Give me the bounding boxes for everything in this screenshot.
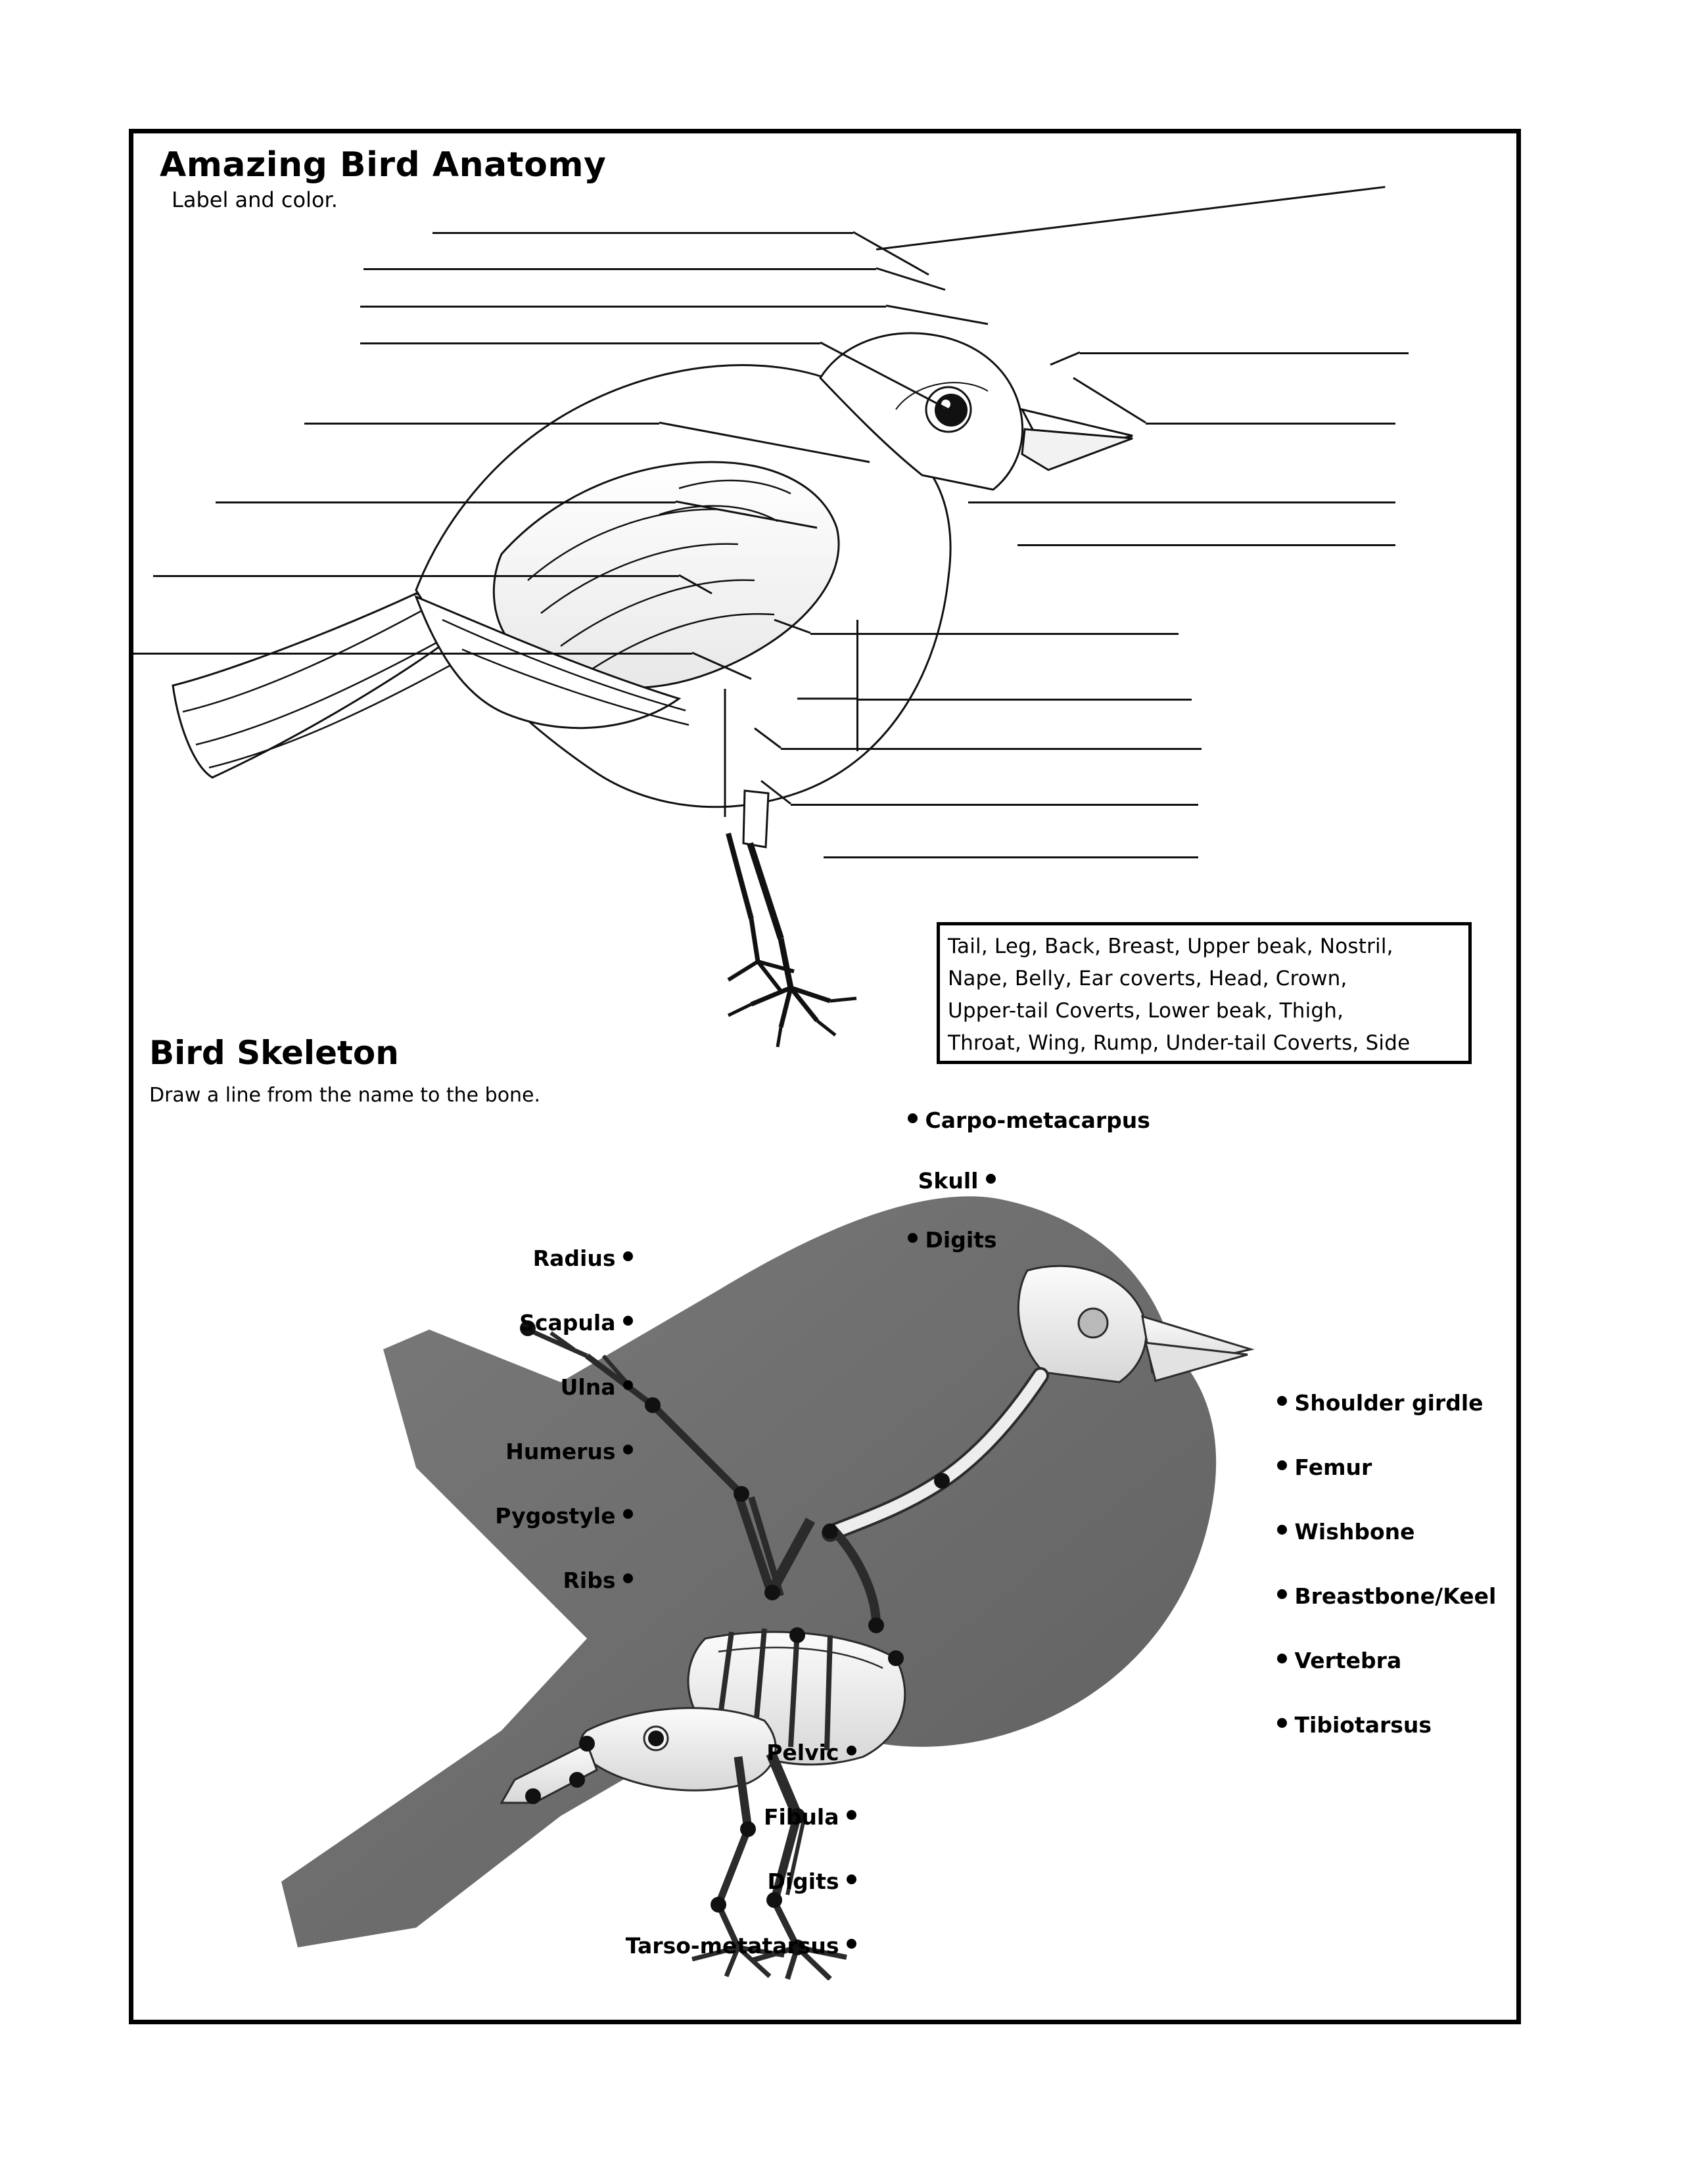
label-bullet-icon bbox=[847, 1810, 856, 1820]
anatomy-blank-line-10[interactable] bbox=[856, 699, 1192, 701]
skeleton-label-carpo-metacarpus[interactable] bbox=[908, 1106, 1150, 1133]
anatomy-blank-line-4[interactable] bbox=[360, 342, 820, 344]
label-bullet-icon bbox=[908, 1233, 918, 1243]
skeleton-instruction: Draw a line from the name to the bone. bbox=[149, 1084, 541, 1107]
skeleton-label-skull[interactable] bbox=[843, 1167, 996, 1194]
skeleton-label-ulna[interactable] bbox=[383, 1373, 633, 1400]
anatomy-blank-line-2[interactable] bbox=[363, 268, 876, 270]
skeleton-label-text: Tarso-metatarsus bbox=[625, 1933, 839, 1959]
label-bullet-icon bbox=[1277, 1718, 1287, 1728]
label-bullet-icon bbox=[623, 1573, 633, 1583]
skeleton-label-text: Ulna bbox=[560, 1374, 616, 1400]
anatomy-blank-line-11[interactable] bbox=[781, 748, 1202, 750]
label-bullet-icon bbox=[623, 1445, 633, 1454]
skeleton-label-text: Skull bbox=[918, 1168, 979, 1194]
skeleton-label-text: Scapula bbox=[519, 1310, 616, 1336]
anatomy-blank-line-9[interactable] bbox=[810, 633, 1179, 635]
skeleton-label-text: Carpo-metacarpus bbox=[925, 1107, 1150, 1133]
skeleton-label-fibula[interactable] bbox=[594, 1803, 856, 1830]
label-bullet-icon bbox=[623, 1316, 633, 1326]
skeleton-label-pygostyle[interactable] bbox=[383, 1502, 633, 1529]
skeleton-label-humerus[interactable] bbox=[383, 1437, 633, 1464]
skeleton-label-text: Wishbone bbox=[1294, 1519, 1415, 1545]
skeleton-label-tibiotarsus[interactable] bbox=[1277, 1711, 1432, 1738]
skeleton-label-text: Humerus bbox=[505, 1439, 616, 1464]
label-bullet-icon bbox=[1277, 1589, 1287, 1599]
skeleton-label-text: Breastbone/Keel bbox=[1294, 1583, 1497, 1609]
word-bank-line: Throat, Wing, Rump, Under-tail Coverts, Side bbox=[948, 1031, 1411, 1055]
skeleton-label-text: Vertebra bbox=[1294, 1648, 1402, 1673]
skeleton-label-pelvic[interactable] bbox=[594, 1738, 856, 1765]
skeleton-label-vertebra[interactable] bbox=[1277, 1646, 1401, 1673]
anatomy-blank-line-16[interactable] bbox=[968, 501, 1395, 503]
skeleton-label-tarso-metatarsus[interactable] bbox=[488, 1932, 856, 1959]
skeleton-label-text: Digits bbox=[767, 1869, 839, 1894]
anatomy-blank-line-7[interactable] bbox=[153, 575, 679, 577]
label-bullet-icon bbox=[1277, 1525, 1287, 1535]
skeleton-label-wishbone[interactable] bbox=[1277, 1518, 1415, 1545]
anatomy-blank-line-14[interactable] bbox=[1080, 352, 1409, 354]
anatomy-blank-line-19[interactable] bbox=[856, 620, 858, 751]
word-bank-line: Nape, Belly, Ear coverts, Head, Crown, bbox=[948, 967, 1347, 990]
skeleton-label-radius[interactable] bbox=[383, 1244, 633, 1271]
anatomy-blank-line-12[interactable] bbox=[791, 804, 1198, 806]
label-bullet-icon bbox=[847, 1939, 856, 1949]
label-bullet-icon bbox=[847, 1874, 856, 1884]
anatomy-blank-line-6[interactable] bbox=[216, 501, 676, 503]
skeleton-label-text: Pygostyle bbox=[495, 1503, 616, 1529]
skeleton-label-text: Fibula bbox=[763, 1804, 839, 1830]
label-bullet-icon bbox=[623, 1380, 633, 1390]
anatomy-blank-line-3[interactable] bbox=[360, 306, 886, 308]
label-bullet-icon bbox=[1277, 1654, 1287, 1663]
word-bank-line: Tail, Leg, Back, Breast, Upper beak, Nostril, bbox=[948, 935, 1393, 958]
skeleton-label-text: Pelvic bbox=[766, 1740, 839, 1765]
skeleton-label-text: Digits bbox=[925, 1227, 997, 1253]
anatomy-blank-line-17[interactable] bbox=[1017, 544, 1395, 546]
label-bullet-icon bbox=[1277, 1460, 1287, 1470]
label-bullet-icon bbox=[986, 1174, 996, 1184]
worksheet-page bbox=[129, 129, 1521, 2024]
skeleton-label-text: Shoulder girdle bbox=[1294, 1390, 1483, 1416]
skeleton-label-femur[interactable] bbox=[1277, 1453, 1372, 1480]
label-bullet-icon bbox=[847, 1746, 856, 1755]
skeleton-label-ribs[interactable] bbox=[383, 1566, 633, 1593]
skeleton-label-digits-foot[interactable] bbox=[594, 1867, 856, 1894]
label-bullet-icon bbox=[1277, 1396, 1287, 1406]
anatomy-instruction: Label and color. bbox=[172, 187, 338, 212]
label-bullet-icon bbox=[623, 1251, 633, 1261]
anatomy-blank-line-8[interactable] bbox=[133, 653, 692, 655]
skeleton-label-shoulder-girdle[interactable] bbox=[1277, 1389, 1483, 1416]
page-title: Amazing Bird Anatomy bbox=[160, 145, 607, 185]
anatomy-blank-line-13[interactable] bbox=[824, 856, 1198, 858]
label-bullet-icon bbox=[908, 1113, 918, 1123]
anatomy-blank-line-1[interactable] bbox=[432, 232, 853, 234]
skeleton-label-text: Femur bbox=[1294, 1454, 1372, 1480]
skeleton-label-breastbone-keel[interactable] bbox=[1277, 1582, 1496, 1609]
anatomy-blank-line-15[interactable] bbox=[1146, 423, 1395, 425]
skeleton-label-text: Radius bbox=[532, 1245, 616, 1271]
skeleton-section-title: Bird Skeleton bbox=[149, 1034, 399, 1072]
label-bullet-icon bbox=[623, 1509, 633, 1519]
anatomy-blank-line-5[interactable] bbox=[304, 423, 659, 425]
skeleton-label-text: Ribs bbox=[563, 1568, 616, 1593]
word-bank bbox=[937, 922, 1472, 1064]
skeleton-label-scapula[interactable] bbox=[383, 1309, 633, 1336]
skeleton-label-text: Tibiotarsus bbox=[1294, 1712, 1432, 1738]
skeleton-label-digits-wing[interactable] bbox=[908, 1226, 997, 1253]
word-bank-line: Upper-tail Coverts, Lower beak, Thigh, bbox=[948, 999, 1344, 1023]
